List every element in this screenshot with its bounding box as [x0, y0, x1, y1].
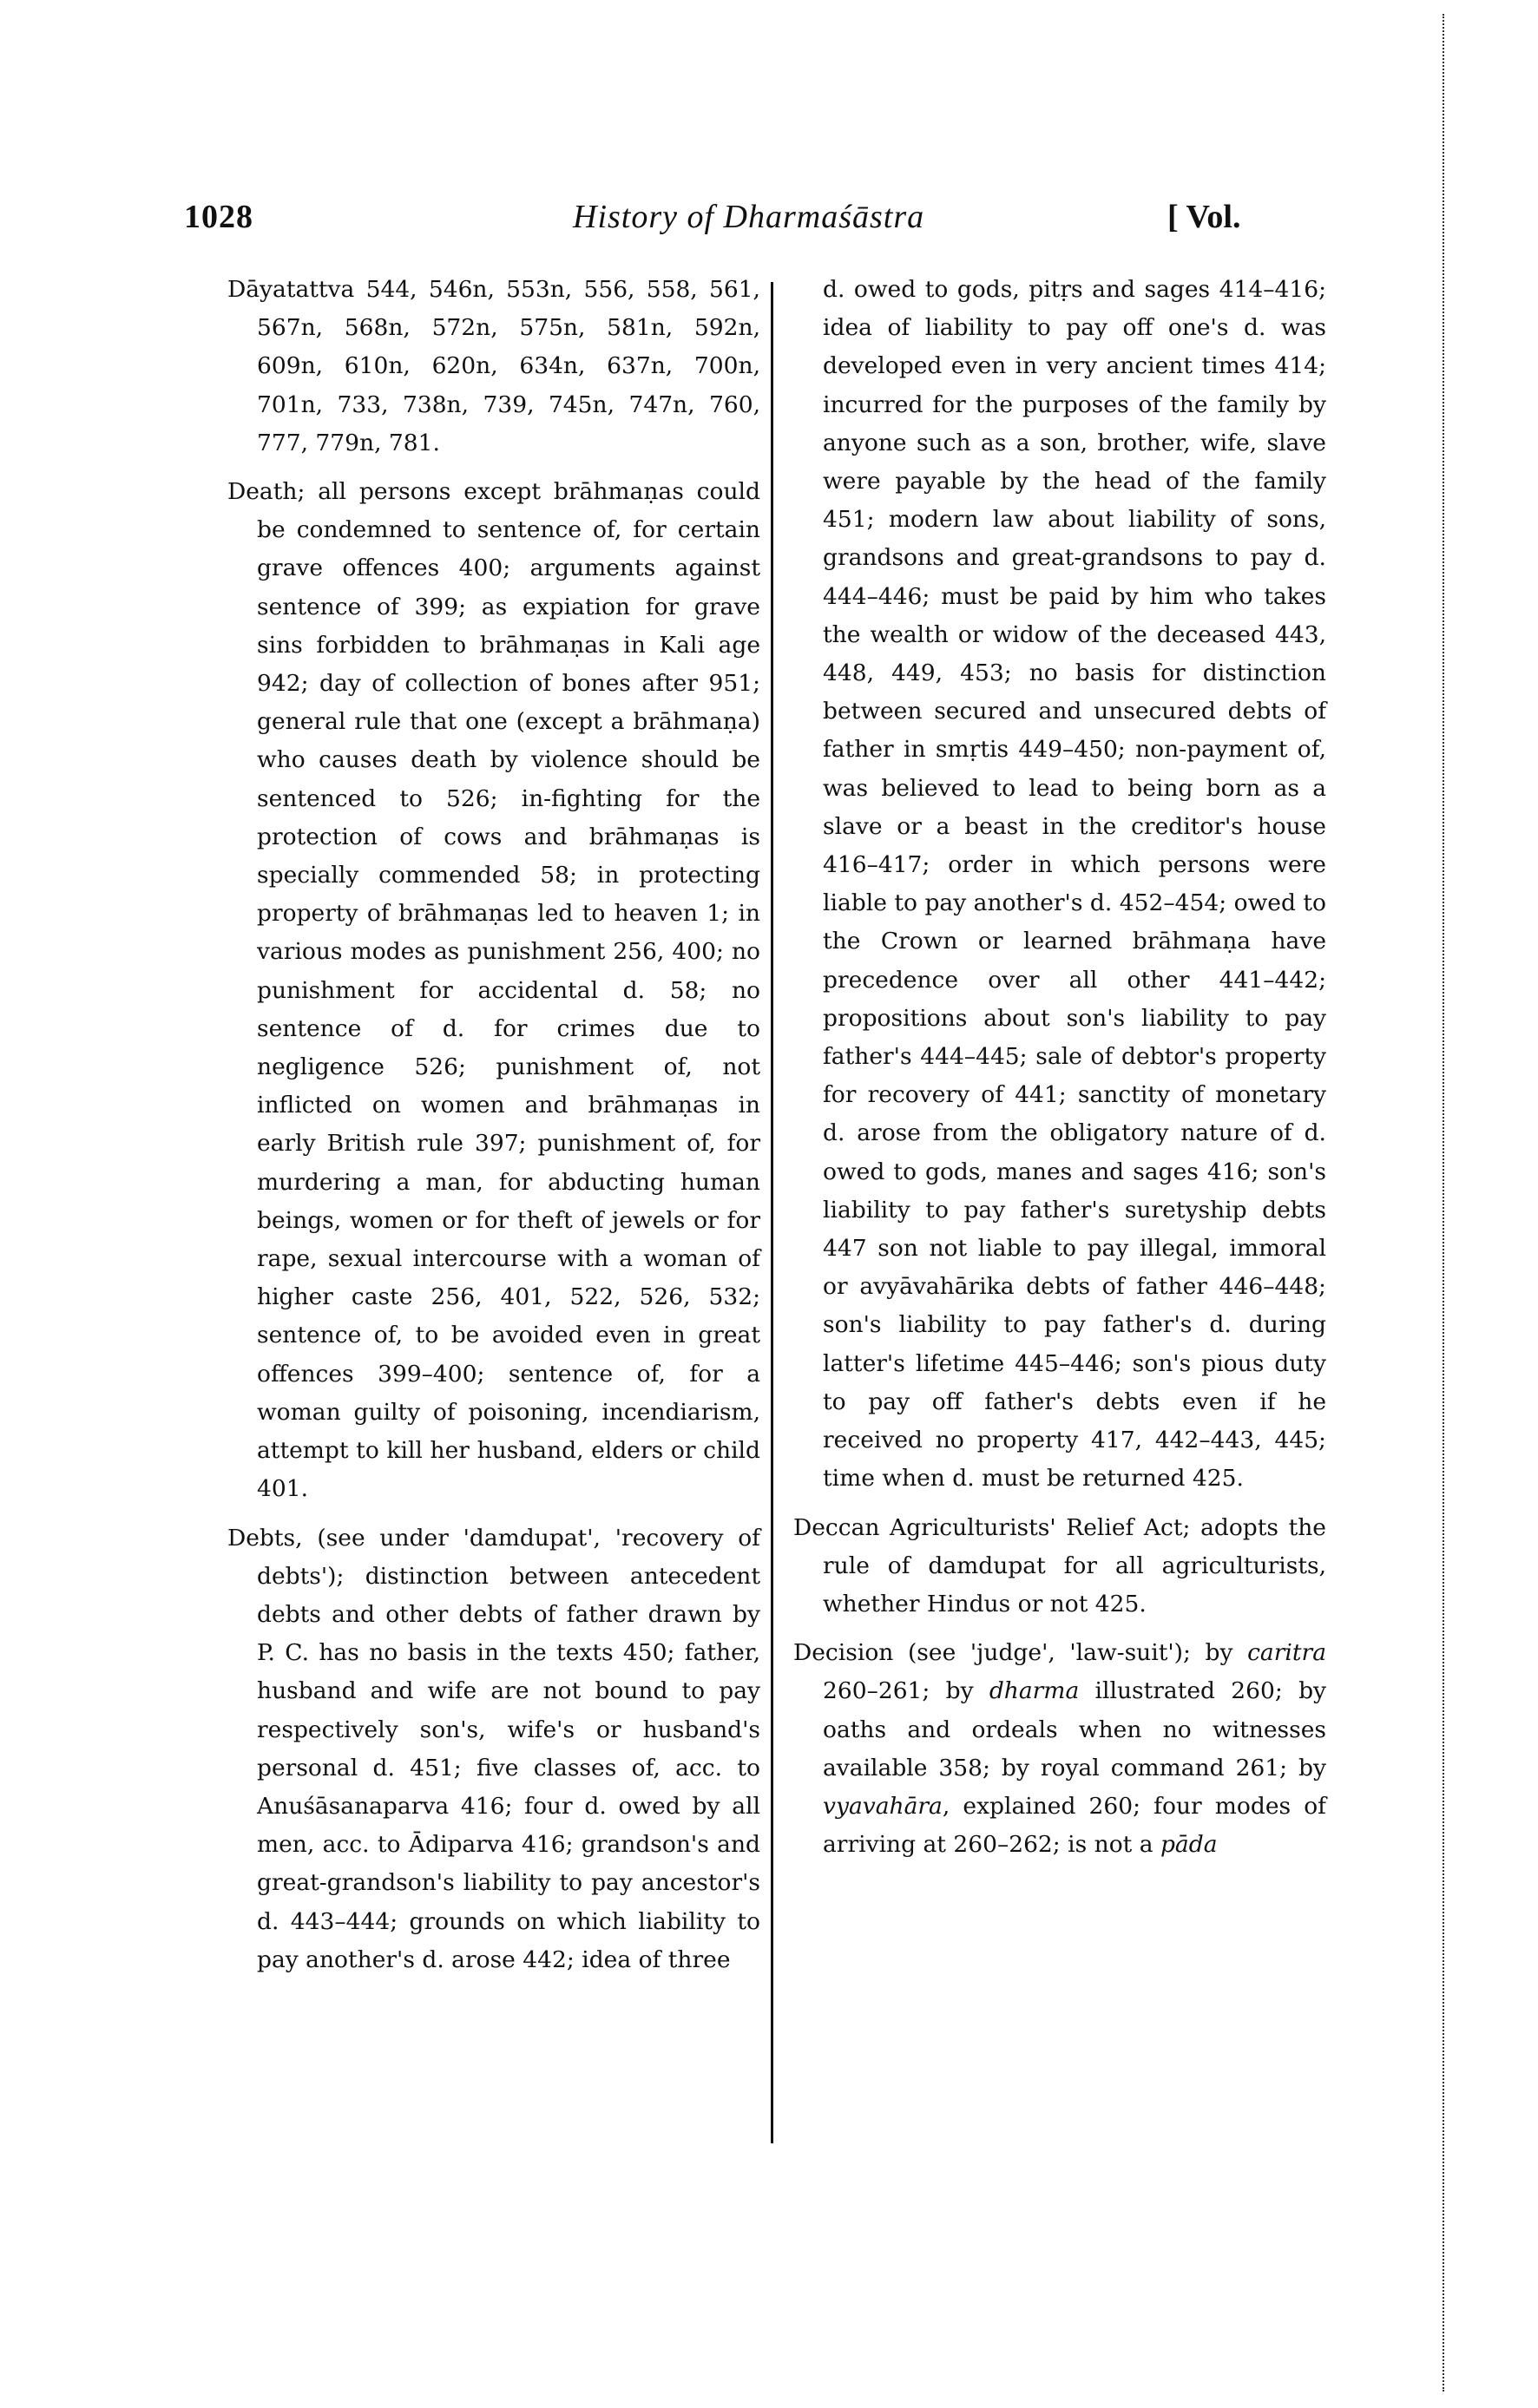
italic-term: caritra: [1247, 1639, 1326, 1667]
entry-headword: Deccan Agriculturists' Relief Act;: [793, 1513, 1191, 1541]
running-title: History of Dharmaśāstra: [573, 199, 925, 235]
volume-mark: [ Vol.: [1167, 199, 1241, 235]
index-entry: [793, 1509, 1326, 1624]
left-column: [227, 271, 760, 1990]
italic-term: pāda: [1160, 1831, 1218, 1859]
entry-text-part: illustrated 260; by oaths and ordeals when no witnesses available 358; by royal command 261; by: [823, 1677, 1326, 1781]
column-divider: [771, 282, 773, 2143]
entry-headword: Decision: [793, 1639, 894, 1667]
right-column: [793, 271, 1326, 1874]
index-entry: [227, 1519, 760, 1979]
index-entry: [793, 1634, 1326, 1864]
entry-text-part: 260–261; by: [823, 1677, 989, 1705]
scan-edge-line: [1443, 14, 1444, 2392]
italic-term: vyavahāra: [823, 1792, 943, 1820]
entry-headword: Debts,: [227, 1524, 303, 1552]
entry-text-part: (see 'judge', 'law-suit'); by: [907, 1639, 1248, 1667]
entry-headword: Dāyatattva: [227, 276, 355, 303]
entry-text: adopts the rule of damdupat for all agriculturists, whether Hindus or not 425.: [823, 1513, 1326, 1617]
page-number: 1028: [184, 199, 253, 235]
entry-text: d. owed to gods, pitṛs and sages 414–416; idea of liability to pay off one's d. was developed even in very ancient times 414; incurred for the purposes of the family by anyone such as a son, brother, wife, slave were payable by the head of the family 451; modern law about liability of sons, grandsons and great-grandsons to pay d. 444–446; must be paid by him who takes the wealth or widow of the deceased 443, 448, 449, 453; no basis for distinction between secured and unsecured debts of father in smṛtis 449–450; non-payment of, was believed to lead to being born as a slave or a beast in the creditor's house 416–417; order in which persons were liable to pay another's d. 452–454; owed to the Crown or learned brāhmaṇa have precedence over all other 441–442; propositions about son's liability to pay father's 444–445; sale of debtor's property for recovery of 441; sanctity of monetary d. arose from the obligatory nature of d. owed to gods, manes and sages 416; son's liability to pay father's suretyship debts 447 son not liable to pay illegal, immoral or avyāvahārika debts of father 446–448; son's liability to pay father's d. during latter's lifetime 445–446; son's pious duty to pay off father's debts even if he received no property 417, 442–443, 445; time when d. must be returned 425.: [823, 276, 1326, 1493]
entry-text-part: , explained 260; four modes of arriving at 260–262; is not a: [823, 1792, 1326, 1859]
index-entry: [227, 271, 760, 463]
entry-text: 544, 546n, 553n, 556, 558, 561, 567n, 568n, 572n, 575n, 581n, 592n, 609n, 610n, 620n, 634n, 637n, 700n, 701n, 733, 738n, 739, 745n, 747n, 760, 777, 779n, 781.: [257, 276, 760, 456]
page-header: [0, 198, 1538, 250]
entry-headword: Death;: [227, 478, 306, 506]
index-entry: [227, 473, 760, 1508]
italic-term: dharma: [989, 1677, 1080, 1705]
index-entry-continuation: [793, 271, 1326, 1499]
entry-text: (see under 'damdupat', 'recovery of debts'); distinction between antecedent debts and other debts of father drawn by P. C. has no basis in the texts 450; father, husband and wife are not bound to pay respectively son's, wife's or husband's personal d. 451; five classes of, acc. to Anuśāsanaparva 416; four d. owed by all men, acc. to Ādiparva 416; grandson's and great-grandson's liability to pay ancestor's d. 443–444; grounds on which liability to pay another's d. arose 442; idea of three: [257, 1524, 760, 1973]
entry-text: all persons except brāhmaṇas could be condemned to sentence of, for certain grave offences 400; arguments against sentence of 399; as expiation for grave sins forbidden to brāhmaṇas in Kali age 942; day of collection of bones after 951; general rule that one (except a brāhmaṇa) who causes death by violence should be sentenced to 526; in-fighting for the protection of cows and brāhmaṇas is specially commended 58; in protecting property of brāhmaṇas led to heaven 1; in various modes as punishment 256, 400; no punishment for accidental d. 58; no sentence of d. for crimes due to negligence 526; punishment of, not inflicted on women and brāhmaṇas in early British rule 397; punishment of, for murdering a man, for abducting human beings, women or for theft of jewels or for rape, sexual intercourse with a woman of higher caste 256, 401, 522, 526, 532; sentence of, to be avoided even in great offences 399–400; sentence of, for a woman guilty of poisoning, incendiarism, attempt to kill her husband, elders or child 401.: [257, 478, 760, 1503]
